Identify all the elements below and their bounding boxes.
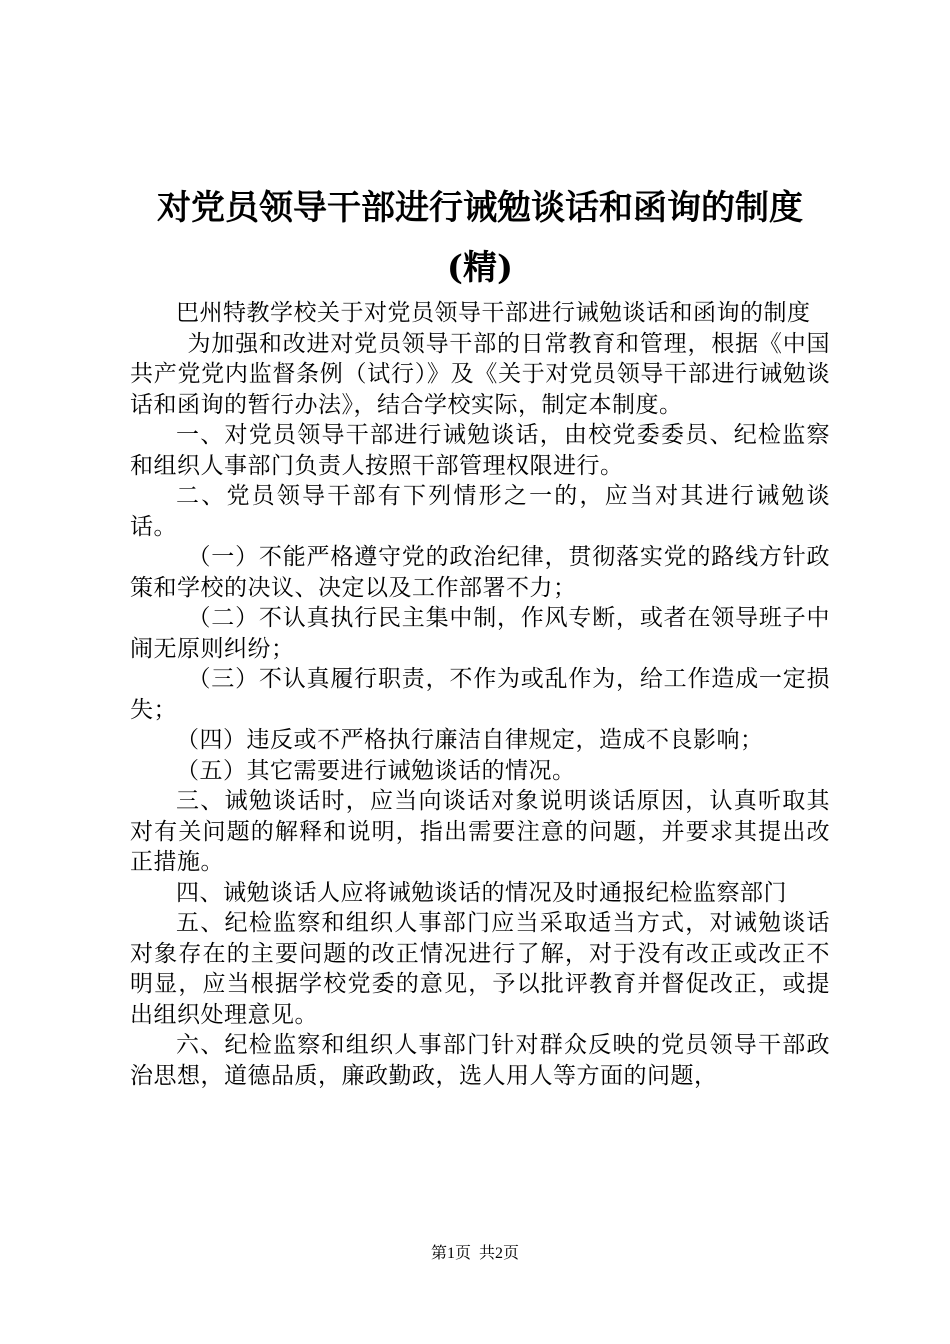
document-title-line-1: 对党员领导干部进行诫勉谈话和函询的制度 bbox=[157, 188, 803, 228]
paragraph-subitem-3: （三）不认真履行职责，不作为或乱作为，给工作造成一定损失； bbox=[130, 666, 830, 723]
paragraph-subitem-2: （二）不认真执行民主集中制，作风专断，或者在领导班子中闹无原则纠纷； bbox=[130, 605, 830, 662]
paragraph-item-6: 六、纪检监察和组织人事部门针对群众反映的党员领导干部政治思想，道德品质，廉政勤政，选人用人等方面的问题， bbox=[130, 1032, 830, 1089]
document-title-line-2: (精) bbox=[446, 248, 514, 288]
paragraph-item-2: 二、党员领导干部有下列情形之一的，应当对其进行诫勉谈话。 bbox=[130, 483, 830, 540]
paragraph-item-5: 五、纪检监察和组织人事部门应当采取适当方式，对诫勉谈话对象存在的主要问题的改正情况进行了解，对于没有改正或改正不明显，应当根据学校党委的意见，予以批评教育并督促改正，或提出组织处理意见。 bbox=[130, 910, 830, 1028]
paragraph-header: 巴州特教学校关于对党员领导干部进行诫勉谈话和函询的制度 bbox=[176, 300, 811, 326]
paragraph-item-3: 三、诫勉谈话时，应当向谈话对象说明谈话原因，认真听取其对有关问题的解释和说明，指出需要注意的问题，并要求其提出改正措施。 bbox=[130, 788, 830, 875]
paragraph-subitem-1: （一）不能严格遵守党的政治纪律，贯彻落实党的路线方针政策和学校的决议、决定以及工作部署不力； bbox=[130, 544, 830, 601]
paragraph-item-1: 一、对党员领导干部进行诫勉谈话，由校党委委员、纪检监察和组织人事部门负责人按照干部管理权限进行。 bbox=[130, 422, 830, 479]
page-total: 共2页 bbox=[479, 1245, 520, 1262]
paragraph-intro: 为加强和改进对党员领导干部的日常教育和管理，根据《中国共产党党内监督条例（试行）》及《关于对党员领导干部进行诫勉谈话和函询的暂行办法》，结合学校实际，制定本制度。 bbox=[130, 330, 830, 418]
page-number: 第1页 bbox=[430, 1245, 471, 1262]
paragraph-subitem-5: （五）其它需要进行诫勉谈话的情况。 bbox=[176, 757, 576, 784]
paragraph-subitem-4: （四）违反或不严格执行廉洁自律规定，造成不良影响； bbox=[176, 727, 764, 753]
document-body bbox=[130, 298, 830, 1091]
paragraph-item-4: 四、诫勉谈话人应将诫勉谈话的情况及时通报纪检监察部门 bbox=[176, 879, 787, 906]
page-footer bbox=[0, 1244, 950, 1264]
